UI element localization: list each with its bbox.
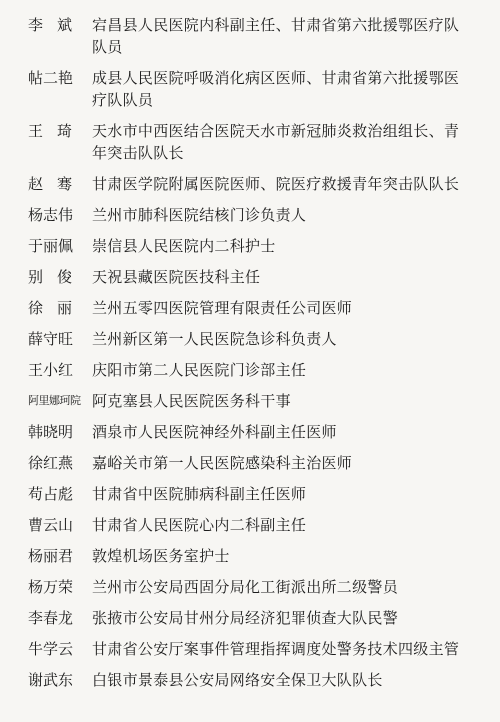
person-name: 苟占彪: [28, 485, 74, 503]
person-name: 杨志伟: [28, 206, 74, 224]
person-name: 阿里娜珂院: [28, 394, 81, 407]
list-item: [28, 514, 472, 536]
list-item: [28, 297, 472, 319]
person-title: 甘肃医学院附属医院医师、院医疗救援青年突击队队长: [92, 175, 460, 193]
person-name: 徐丽: [28, 299, 87, 317]
person-title: 天水市中西医结合医院天水市新冠肺炎救治组组长、青年突击队队长: [92, 122, 460, 162]
person-name: 薛守旺: [28, 330, 74, 348]
person-name: 杨丽君: [28, 547, 74, 565]
person-name: 王小红: [28, 361, 74, 379]
person-name: 于丽佩: [28, 237, 74, 255]
person-name: 赵骞: [28, 175, 87, 193]
person-name: 谢武东: [28, 671, 74, 689]
list-item: [28, 120, 472, 164]
list-item: [28, 266, 472, 288]
person-title: 甘肃省中医院肺病科副主任医师: [92, 485, 307, 503]
person-title: 酒泉市人民医院神经外科副主任医师: [92, 423, 337, 441]
list-item: [28, 545, 472, 567]
list-item: [28, 390, 472, 412]
person-name: 牛学云: [28, 640, 74, 658]
person-name: 曹云山: [28, 516, 74, 534]
person-title: 崇信县人民医院内二科护士: [92, 237, 276, 255]
person-name: 别俊: [28, 268, 87, 286]
person-title: 甘肃省人民医院心内二科副主任: [92, 516, 307, 534]
list-item: [28, 607, 472, 629]
person-title: 白银市景泰县公安局网络安全保卫大队队长: [92, 671, 383, 689]
list-item: [28, 669, 472, 691]
list-item: [28, 421, 472, 443]
list-item: [28, 359, 472, 381]
person-title: 张掖市公安局甘州分局经济犯罪侦查大队民警: [92, 609, 399, 627]
person-name: 王琦: [28, 122, 87, 140]
person-name: 韩晓明: [28, 423, 74, 441]
person-name: 李春龙: [28, 609, 74, 627]
person-title: 敦煌机场医务室护士: [92, 547, 230, 565]
person-name: 李斌: [28, 16, 87, 34]
list-item: [28, 204, 472, 226]
person-name: 徐红燕: [28, 454, 74, 472]
person-title: 庆阳市第二人民医院门诊部主任: [92, 361, 307, 379]
person-name: 杨万荣: [28, 578, 74, 596]
list-item: [28, 576, 472, 598]
person-title: 嘉峪关市第一人民医院感染科主治医师: [92, 454, 353, 472]
person-title: 兰州新区第一人民医院急诊科负责人: [92, 330, 337, 348]
list-item: [28, 67, 472, 111]
list-item: [28, 235, 472, 257]
person-title: 兰州市公安局西固分局化工街派出所二级警员: [92, 578, 399, 596]
person-title: 成县人民医院呼吸消化病区医师、甘肃省第六批援鄂医疗队队员: [92, 69, 460, 109]
list-item: [28, 452, 472, 474]
person-name: 帖二艳: [28, 69, 74, 87]
list-item: [28, 328, 472, 350]
list-item: [28, 483, 472, 505]
person-title: 兰州市肺科医院结核门诊负责人: [92, 206, 307, 224]
person-title: 阿克塞县人民医院医务科干事: [92, 392, 291, 410]
list-item: [28, 173, 472, 195]
person-title: 天祝县藏医院医技科主任: [92, 268, 261, 286]
person-title: 兰州五零四医院管理有限责任公司医师: [92, 299, 353, 317]
person-title: 甘肃省公安厅案事件管理指挥调度处警务技术四级主管: [92, 640, 460, 658]
person-title: 宕昌县人民医院内科副主任、甘肃省第六批援鄂医疗队队员: [92, 16, 460, 56]
list-item: [28, 638, 472, 660]
list-item: [28, 14, 472, 58]
